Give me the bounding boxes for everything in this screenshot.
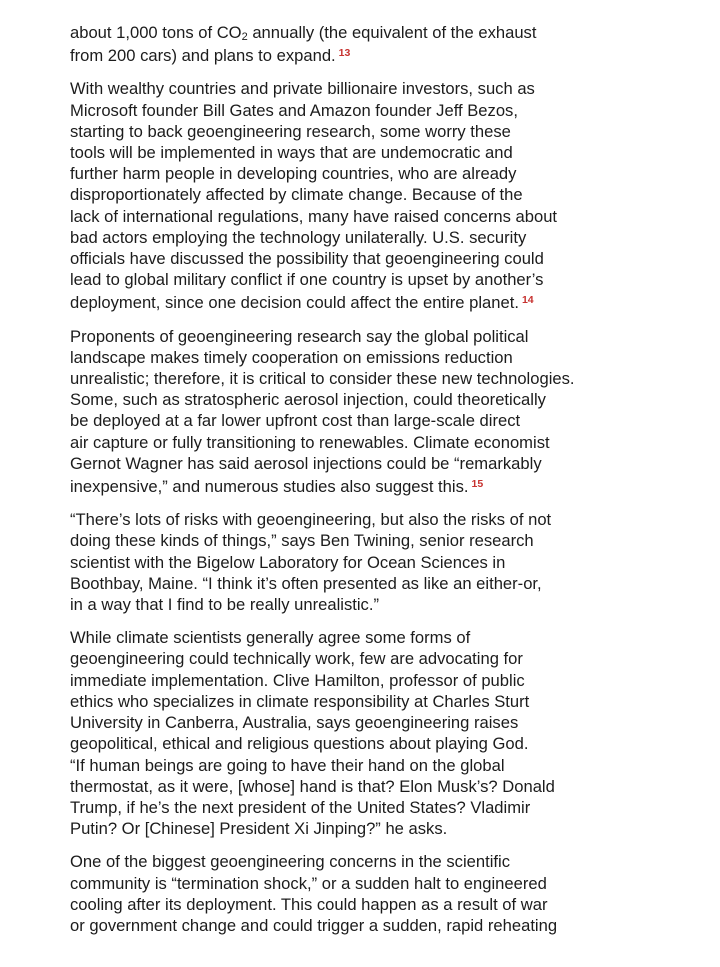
- text-line: With wealthy countries and private billionaire investors, such as: [70, 79, 535, 99]
- text-line: University in Canberra, Australia, says geoengineering raises: [70, 713, 519, 733]
- text-line: officials have discussed the possibility that geoengineering could: [70, 249, 544, 269]
- paragraph-termination-shock: [70, 851, 610, 936]
- text-line: further harm people in developing countries, who are already: [70, 164, 517, 184]
- text-line: Microsoft founder Bill Gates and Amazon founder Jeff Bezos,: [70, 100, 518, 120]
- text-line: Boothbay, Maine. “I think it’s often presented as like an either-or,: [70, 573, 542, 593]
- text-line: “There’s lots of risks with geoengineering, but also the risks of not: [70, 510, 552, 530]
- text-line: inexpensive,” and numerous studies also suggest this. $^{15}$: [70, 477, 484, 497]
- text-line: Some, such as stratospheric aerosol injection, could theoretically: [70, 390, 546, 410]
- text-line: doing these kinds of things,” says Ben Twining, senior research: [70, 531, 534, 551]
- text-line: cooling after its deployment. This could happen as a result of war: [70, 894, 548, 914]
- text-line: deployment, since one decision could affect the entire planet. $^{14}$: [70, 293, 534, 313]
- paragraph-governance-concerns: [70, 78, 610, 313]
- text-line: from 200 cars) and plans to expand. $^{13}$: [70, 46, 351, 66]
- text-line: community is “termination shock,” or a sudden halt to engineered: [70, 873, 547, 893]
- text-line: Putin? Or [Chinese] President Xi Jinping?” he asks.: [70, 819, 448, 839]
- text-line: landscape makes timely cooperation on emissions reduction: [70, 347, 513, 367]
- text-line: about 1,000 tons of $CO_2$ annually (the equivalent of the exhaust: [70, 23, 537, 43]
- footnote-ref-15[interactable]: 15: [471, 478, 484, 491]
- text-line: geoengineering could technically work, few are advocating for: [70, 649, 523, 669]
- text-line: unrealistic; therefore, it is critical to consider these new technologies.: [70, 369, 575, 389]
- footnote-ref-13[interactable]: 13: [338, 47, 351, 60]
- text-line: lack of international regulations, many have raised concerns about: [70, 206, 558, 226]
- text-line: immediate implementation. Clive Hamilton, professor of public: [70, 670, 525, 690]
- text-line: air capture or fully transitioning to renewables. Climate economist: [70, 432, 550, 452]
- paragraph-twining-quote: [70, 509, 610, 615]
- text-line: disproportionately affected by climate change. Because of the: [70, 185, 523, 205]
- text-line: in a way that I find to be really unrealistic.”: [70, 595, 379, 615]
- text-line: ethics who specializes in climate responsibility at Charles Sturt: [70, 691, 530, 711]
- text-line: bad actors employing the technology unilaterally. U.S. security: [70, 227, 527, 247]
- text-line: geopolitical, ethical and religious questions about playing God.: [70, 734, 529, 754]
- text-line: starting to back geoengineering research, some worry these: [70, 121, 511, 141]
- text-line: or government change and could trigger a sudden, rapid reheating: [70, 915, 558, 935]
- text-line: be deployed at a far lower upfront cost than large-scale direct: [70, 411, 521, 431]
- text-line: “If human beings are going to have their hand on the global: [70, 755, 505, 775]
- text-line: One of the biggest geoengineering concerns in the scientific: [70, 852, 511, 872]
- text-line: Trump, if he’s the next president of the United States? Vladimir: [70, 797, 531, 817]
- text-line: thermostat, as it were, [whose] hand is that? Elon Musk’s? Donald: [70, 776, 555, 796]
- text-line: tools will be implemented in ways that are undemocratic and: [70, 143, 513, 163]
- footnote-ref-14[interactable]: 14: [521, 294, 534, 307]
- paragraph-proponents: [70, 326, 610, 498]
- paragraph-co2-capture: [70, 22, 610, 66]
- text-line: Gernot Wagner has said aerosol injections could be “remarkably: [70, 453, 542, 473]
- text-line: lead to global military conflict if one country is upset by another’s: [70, 270, 544, 290]
- text-line: While climate scientists generally agree some forms of: [70, 628, 471, 648]
- text-line: scientist with the Bigelow Laboratory for Ocean Sciences in: [70, 552, 506, 572]
- paragraph-hamilton: [70, 627, 610, 839]
- text-line: Proponents of geoengineering research say the global political: [70, 326, 529, 346]
